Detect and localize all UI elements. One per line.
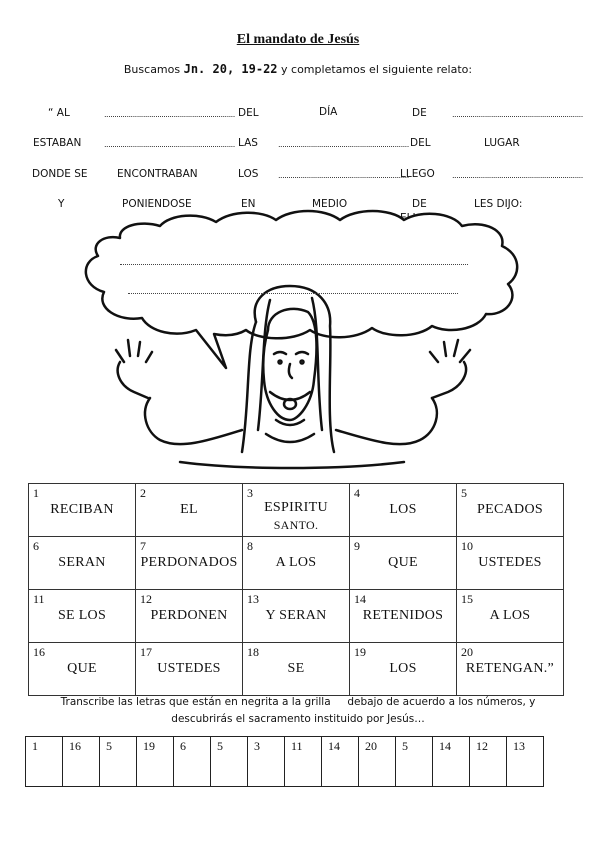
grid-cell: 3 ESPIRITU SANTO. [243,484,350,537]
answer-cell[interactable]: 5 [211,737,248,787]
grid-cell: 13 Y SERAN [243,590,350,643]
answer-cell[interactable]: 5 [396,737,433,787]
answer-cell[interactable]: 14 [322,737,359,787]
answer-cell[interactable]: 6 [174,737,211,787]
grid-cell: 12 PERDONEN [136,590,243,643]
story-word: LAS [238,137,258,149]
answer-cell[interactable]: 12 [470,737,507,787]
grid-row [29,590,564,643]
blank-line[interactable]: ................................................................ [452,110,583,119]
grid-cell: 4 LOS [350,484,457,537]
story-word: Y [58,198,65,210]
grid-cell: 19 LOS [350,643,457,696]
story-word: ENCONTRABAN [117,168,198,180]
story-word: DEL [410,137,431,149]
speech-cloud [86,211,517,368]
story-word: LES DIJO: [474,198,523,210]
instructions-line-2: descubrirás el sacramento instituido por Jesús… [171,713,425,725]
grid-row [29,537,564,590]
answer-cell[interactable]: 13 [507,737,544,787]
blank-line[interactable]: ................................................................ [104,140,235,149]
grid-cell: 8 A LOS [243,537,350,590]
grid-cell: 16 QUE [29,643,136,696]
grid-cell: 5 PECADOS [457,484,564,537]
answer-cell[interactable]: 11 [285,737,322,787]
grid-cell: 1 RECIBAN [29,484,136,537]
story-word: PONIENDOSE [122,198,192,210]
grid-cell: 15 A LOS [457,590,564,643]
answer-cell[interactable]: 14 [433,737,470,787]
grid-cell: 6 SERAN [29,537,136,590]
grid-cell: 11 SE LOS [29,590,136,643]
cloud-blank-line-1[interactable] [120,264,468,265]
answer-cell[interactable]: 20 [359,737,396,787]
answer-grid [25,736,544,787]
grid-cell: 7 PERDONADOS [136,537,243,590]
grid-cell: 17 USTEDES [136,643,243,696]
story-word: LOS [238,168,259,180]
answer-cell[interactable]: 1 [26,737,63,787]
story-word: DEL [238,107,259,119]
story-word: DE [412,198,427,210]
intro-text: Buscamos Jn. 20, 19-22 y completamos el siguiente relato: [123,62,473,76]
answer-row [26,737,544,787]
story-word: ESTABAN [33,137,82,149]
grid-cell: 10 USTEDES [457,537,564,590]
page-title: El mandato de Jesús [236,32,360,47]
instructions [0,694,596,728]
answer-cell[interactable]: 16 [63,737,100,787]
blank-line[interactable]: ................................................................ [278,171,409,180]
blank-line[interactable]: ................................................................ [452,171,583,180]
answer-cell[interactable]: 3 [248,737,285,787]
story-word: DÍA [319,106,338,118]
story-word: EN [241,198,256,210]
blank-line[interactable]: ................................................................ [278,140,409,149]
grid-cell: 14 RETENIDOS [350,590,457,643]
story-word: LLEGO [400,168,435,180]
grid-row [29,484,564,537]
answer-cell[interactable]: 5 [100,737,137,787]
grid-cell: 9 QUE [350,537,457,590]
grid-cell: 20 RETENGAN.” [457,643,564,696]
bible-reference: Jn. 20, 19-22 [183,62,278,76]
instructions-line-1: Transcribe las letras que están en negrita a la grilla debajo de acuerdo a los números, y [60,696,536,708]
blank-line[interactable]: ................................................................ [104,110,235,119]
cloud-blank-line-2[interactable] [128,293,458,294]
story-word: DONDE SE [32,168,88,180]
grid-row [29,643,564,696]
grid-cell: 18 SE [243,643,350,696]
answer-cell[interactable]: 19 [137,737,174,787]
story-word: “ AL [48,107,70,119]
story-word: LUGAR [484,137,520,149]
story-word: DE [412,107,427,119]
story-word: MEDIO [312,198,348,210]
word-grid [28,483,564,696]
grid-cell: 2 EL [136,484,243,537]
